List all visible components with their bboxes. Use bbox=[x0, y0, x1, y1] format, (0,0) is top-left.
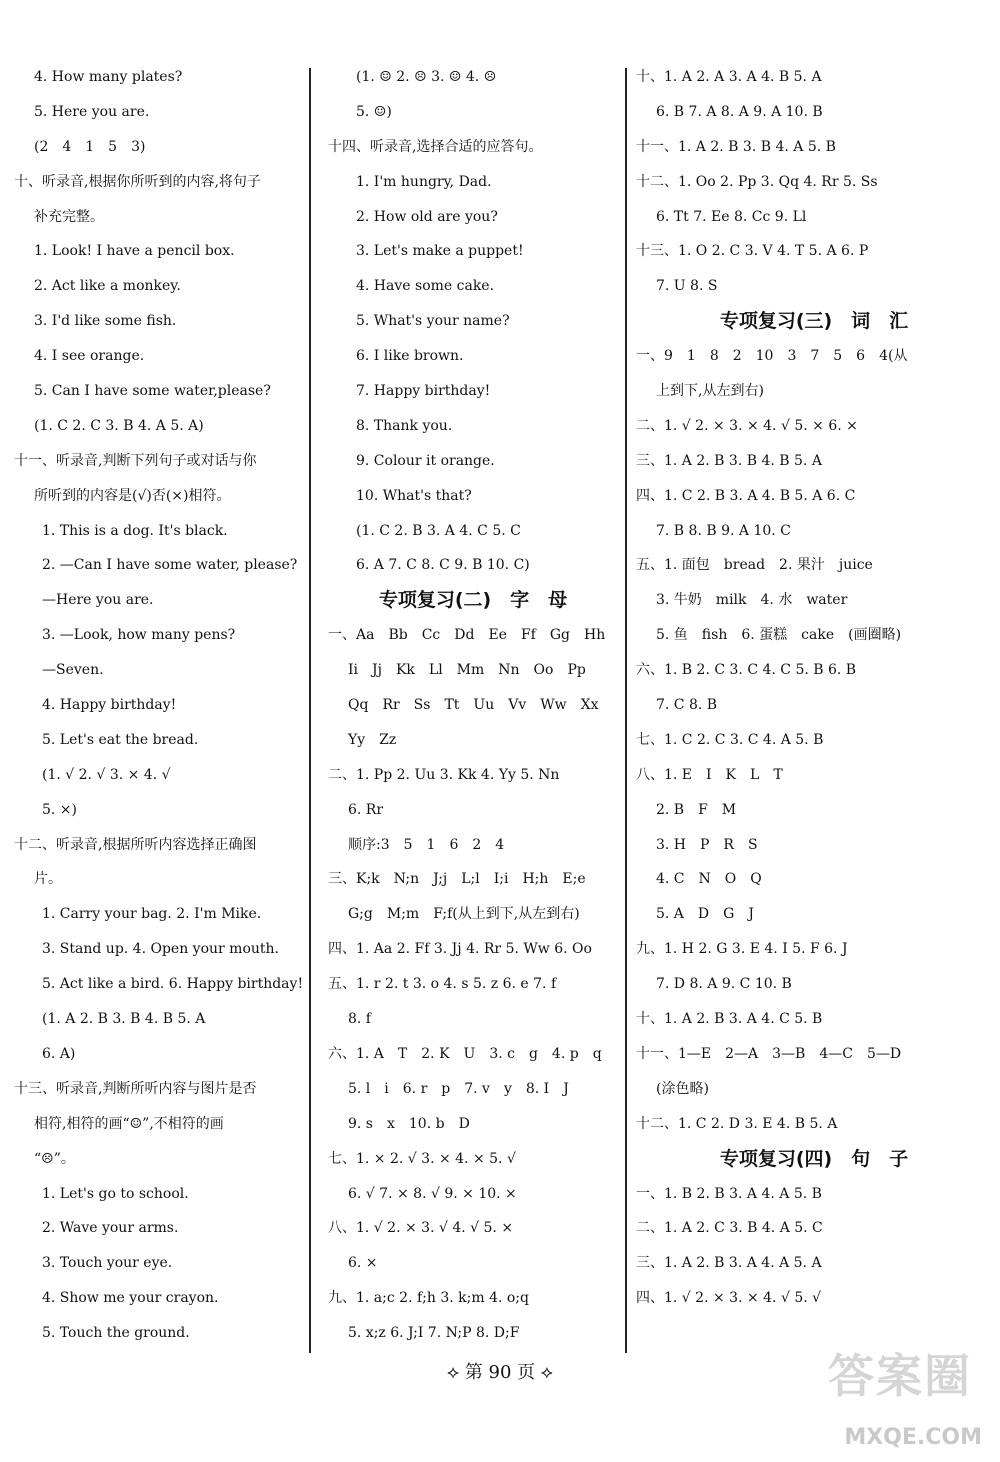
answer-line: 5. l i 6. r p 7. v y 8. I J bbox=[348, 1080, 569, 1097]
answer-line: 二、1. √ 2. × 3. × 4. √ 5. × 6. × bbox=[636, 417, 858, 434]
section-heading: 专项复习(四) 句 子 bbox=[719, 1147, 909, 1170]
watermark-logo: 答案圈 bbox=[828, 1349, 972, 1403]
answer-line: 5. 鱼 fish 6. 蛋糕 cake (画圈略) bbox=[656, 627, 902, 644]
answer-line: 2. —Can I have some water, please? bbox=[42, 557, 298, 574]
answer-line: 2. Wave your arms. bbox=[42, 1220, 179, 1237]
column-3 bbox=[636, 60, 992, 1316]
answer-line: 八、1. √ 2. × 3. √ 4. √ 5. × bbox=[328, 1220, 514, 1237]
answer-line: 四、1. Aa 2. Ff 3. Jj 4. Rr 5. Ww 6. Oo bbox=[328, 941, 592, 958]
column-2 bbox=[328, 60, 618, 1351]
answer-line: 二、1. Pp 2. Uu 3. Kk 4. Yy 5. Nn bbox=[328, 766, 560, 783]
answer-line: (1. A 2. B 3. B 4. B 5. A bbox=[42, 1011, 206, 1028]
answer-line: 七、1. C 2. C 3. C 4. A 5. B bbox=[636, 731, 824, 748]
section-heading: 专项复习(三) 词 汇 bbox=[719, 310, 909, 333]
answer-line: 五、1. 面包 bread 2. 果汁 juice bbox=[636, 557, 873, 574]
answer-line: 3. H P R S bbox=[656, 836, 758, 853]
answer-line: 3. —Look, how many pens? bbox=[42, 627, 236, 644]
answer-line: (1. C 2. C 3. B 4. A 5. A) bbox=[34, 417, 204, 434]
answer-line: 1. I'm hungry, Dad. bbox=[356, 173, 492, 190]
column-1 bbox=[14, 60, 306, 1351]
answer-line: 相符,相符的画“☺”,不相符的画 bbox=[34, 1115, 224, 1132]
answer-line: 9. Colour it orange. bbox=[356, 452, 495, 469]
answer-line: Ii Jj Kk Ll Mm Nn Oo Pp bbox=[348, 662, 586, 679]
answer-line: 5. What's your name? bbox=[356, 313, 510, 330]
answer-line: 2. How old are you? bbox=[356, 208, 498, 225]
answer-line: 补充完整。 bbox=[34, 208, 104, 225]
answer-line: (1. ☺ 2. ☹ 3. ☺ 4. ☹ bbox=[356, 69, 497, 85]
answer-line: 6. A) bbox=[42, 1045, 76, 1062]
answer-line: 6. × bbox=[348, 1255, 378, 1272]
answer-line: 六、1. A T 2. K U 3. c g 4. p q bbox=[328, 1045, 602, 1062]
answer-line: 三、1. A 2. B 3. B 4. B 5. A bbox=[636, 452, 822, 469]
answer-line: 5. x;z 6. J;I 7. N;P 8. D;F bbox=[348, 1325, 520, 1342]
answer-line: —Here you are. bbox=[42, 592, 154, 609]
answer-line: 3. Touch your eye. bbox=[42, 1255, 173, 1272]
answer-line: 顺序:3 5 1 6 2 4 bbox=[348, 836, 505, 853]
answer-line: 8. f bbox=[348, 1011, 371, 1028]
answer-line: 十四、听录音,选择合适的应答句。 bbox=[328, 138, 543, 155]
answer-line: 6. B 7. A 8. A 9. A 10. B bbox=[656, 103, 823, 120]
answer-line: 7. Happy birthday! bbox=[356, 383, 491, 400]
answer-line: Qq Rr Ss Tt Uu Vv Ww Xx bbox=[348, 697, 599, 714]
answer-line: —Seven. bbox=[42, 662, 104, 679]
answer-line: 9. s x 10. b D bbox=[348, 1115, 470, 1132]
ornament-icon: ⟡ bbox=[447, 1362, 460, 1383]
answer-line: 6. √ 7. × 8. √ 9. × 10. × bbox=[348, 1185, 517, 1202]
page-number: 第 90 页 bbox=[464, 1362, 536, 1383]
answer-line: 十二、1. Oo 2. Pp 3. Qq 4. Rr 5. Ss bbox=[636, 173, 878, 190]
answer-line: 一、9 1 8 2 10 3 7 5 6 4(从 bbox=[636, 348, 908, 365]
answer-line: 7. B 8. B 9. A 10. C bbox=[656, 522, 791, 539]
watermark-text: MXQE.COM bbox=[844, 1425, 982, 1450]
answer-line: 5. Let's eat the bread. bbox=[42, 731, 199, 748]
answer-line: 五、1. r 2. t 3. o 4. s 5. z 6. e 7. f bbox=[328, 976, 557, 993]
answer-line: 1. Carry your bag. 2. I'm Mike. bbox=[42, 906, 262, 923]
answer-line: 九、1. a;c 2. f;h 3. k;m 4. o;q bbox=[328, 1290, 529, 1307]
answer-line: “☹”。 bbox=[34, 1150, 75, 1167]
answer-line: 5. Act like a bird. 6. Happy birthday! bbox=[42, 976, 304, 993]
answer-line: 6. A 7. C 8. C 9. B 10. C) bbox=[356, 557, 530, 574]
answer-line: (1. C 2. B 3. A 4. C 5. C bbox=[356, 522, 521, 539]
ornament-icon: ⟡ bbox=[540, 1362, 553, 1383]
answer-line: 十一、听录音,判断下列句子或对话与你 bbox=[14, 452, 257, 469]
answer-line: G;g M;m F;f(从上到下,从左到右) bbox=[348, 906, 580, 923]
answer-line: Yy Zz bbox=[348, 731, 397, 748]
column-divider bbox=[625, 68, 627, 1353]
answer-line: 二、1. A 2. C 3. B 4. A 5. C bbox=[636, 1220, 823, 1237]
section-heading: 专项复习(二) 字 母 bbox=[378, 589, 568, 612]
answer-line: 4. How many plates? bbox=[34, 69, 183, 85]
answer-line: 6. Rr bbox=[348, 801, 384, 818]
answer-line: (涂色略) bbox=[656, 1080, 709, 1097]
answer-line: 7. U 8. S bbox=[656, 278, 718, 295]
answer-line: 5. Here you are. bbox=[34, 103, 150, 120]
answer-line: 4. Have some cake. bbox=[356, 278, 495, 295]
answer-line: 所听到的内容是(√)否(×)相符。 bbox=[34, 487, 231, 504]
answer-line: 十、1. A 2. A 3. A 4. B 5. A bbox=[636, 69, 822, 85]
answer-line: 7. C 8. B bbox=[656, 697, 718, 714]
answer-line: 一、Aa Bb Cc Dd Ee Ff Gg Hh bbox=[328, 627, 606, 644]
answer-line: 4. Happy birthday! bbox=[42, 697, 177, 714]
answer-line: 十三、听录音,判断所听内容与图片是否 bbox=[14, 1080, 257, 1097]
answer-line: 6. Tt 7. Ee 8. Cc 9. Ll bbox=[656, 208, 807, 225]
answer-line: 3. Stand up. 4. Open your mouth. bbox=[42, 941, 279, 958]
answer-line: 7. D 8. A 9. C 10. B bbox=[656, 976, 792, 993]
answer-line: 5. Touch the ground. bbox=[42, 1325, 190, 1342]
column-divider bbox=[309, 68, 311, 1353]
answer-line: 一、1. B 2. B 3. A 4. A 5. B bbox=[636, 1185, 822, 1202]
answer-line: 十二、听录音,根据所听内容选择正确图 bbox=[14, 836, 257, 853]
answer-line: 七、1. × 2. √ 3. × 4. × 5. √ bbox=[328, 1150, 516, 1167]
answer-line: 十一、1. A 2. B 3. B 4. A 5. B bbox=[636, 138, 836, 155]
answer-line: 上到下,从左到右) bbox=[656, 383, 764, 400]
answer-line: 10. What's that? bbox=[356, 487, 472, 504]
answer-line: (2 4 1 5 3) bbox=[34, 138, 146, 155]
answer-line: 1. This is a dog. It's black. bbox=[42, 522, 228, 539]
answer-line: (1. √ 2. √ 3. × 4. √ bbox=[42, 766, 171, 783]
answer-line: 十二、1. C 2. D 3. E 4. B 5. A bbox=[636, 1115, 838, 1132]
answer-line: 八、1. E I K L T bbox=[636, 766, 783, 783]
answer-line: 5. ☺) bbox=[356, 103, 392, 120]
answer-line: 十、听录音,根据你所听到的内容,将句子 bbox=[14, 173, 261, 190]
answer-line: 2. Act like a monkey. bbox=[34, 278, 181, 295]
answer-line: 4. Show me your crayon. bbox=[42, 1290, 219, 1307]
watermark bbox=[792, 1340, 982, 1450]
answer-line: 5. ×) bbox=[42, 801, 77, 818]
answer-line: 2. B F M bbox=[656, 801, 737, 818]
answer-line: 4. C N O Q bbox=[656, 871, 762, 888]
answer-line: 三、K;k N;n J;j L;l I;i H;h E;e bbox=[328, 871, 586, 888]
answer-line: 6. I like brown. bbox=[356, 348, 464, 365]
answer-line: 片。 bbox=[34, 871, 62, 888]
answer-line: 三、1. A 2. B 3. A 4. A 5. A bbox=[636, 1255, 822, 1272]
answer-line: 九、1. H 2. G 3. E 4. I 5. F 6. J bbox=[636, 941, 848, 958]
answer-line: 3. Let's make a puppet! bbox=[356, 243, 524, 260]
answer-line: 1. Let's go to school. bbox=[42, 1185, 189, 1202]
answer-line: 5. Can I have some water,please? bbox=[34, 383, 271, 400]
answer-line: 8. Thank you. bbox=[356, 417, 453, 434]
answer-line: 十一、1—E 2—A 3—B 4—C 5—D bbox=[636, 1045, 902, 1062]
answer-line: 六、1. B 2. C 3. C 4. C 5. B 6. B bbox=[636, 662, 857, 679]
answer-line: 5. A D G J bbox=[656, 906, 754, 923]
answer-line: 4. I see orange. bbox=[34, 348, 145, 365]
answer-line: 3. I'd like some fish. bbox=[34, 313, 177, 330]
answer-line: 1. Look! I have a pencil box. bbox=[34, 243, 235, 260]
answer-line: 3. 牛奶 milk 4. 水 water bbox=[656, 592, 848, 609]
answer-line: 四、1. C 2. B 3. A 4. B 5. A 6. C bbox=[636, 487, 856, 504]
answer-line: 十三、1. O 2. C 3. V 4. T 5. A 6. P bbox=[636, 243, 869, 260]
answer-line: 十、1. A 2. B 3. A 4. C 5. B bbox=[636, 1011, 823, 1028]
answer-line: 四、1. √ 2. × 3. × 4. √ 5. √ bbox=[636, 1290, 822, 1307]
